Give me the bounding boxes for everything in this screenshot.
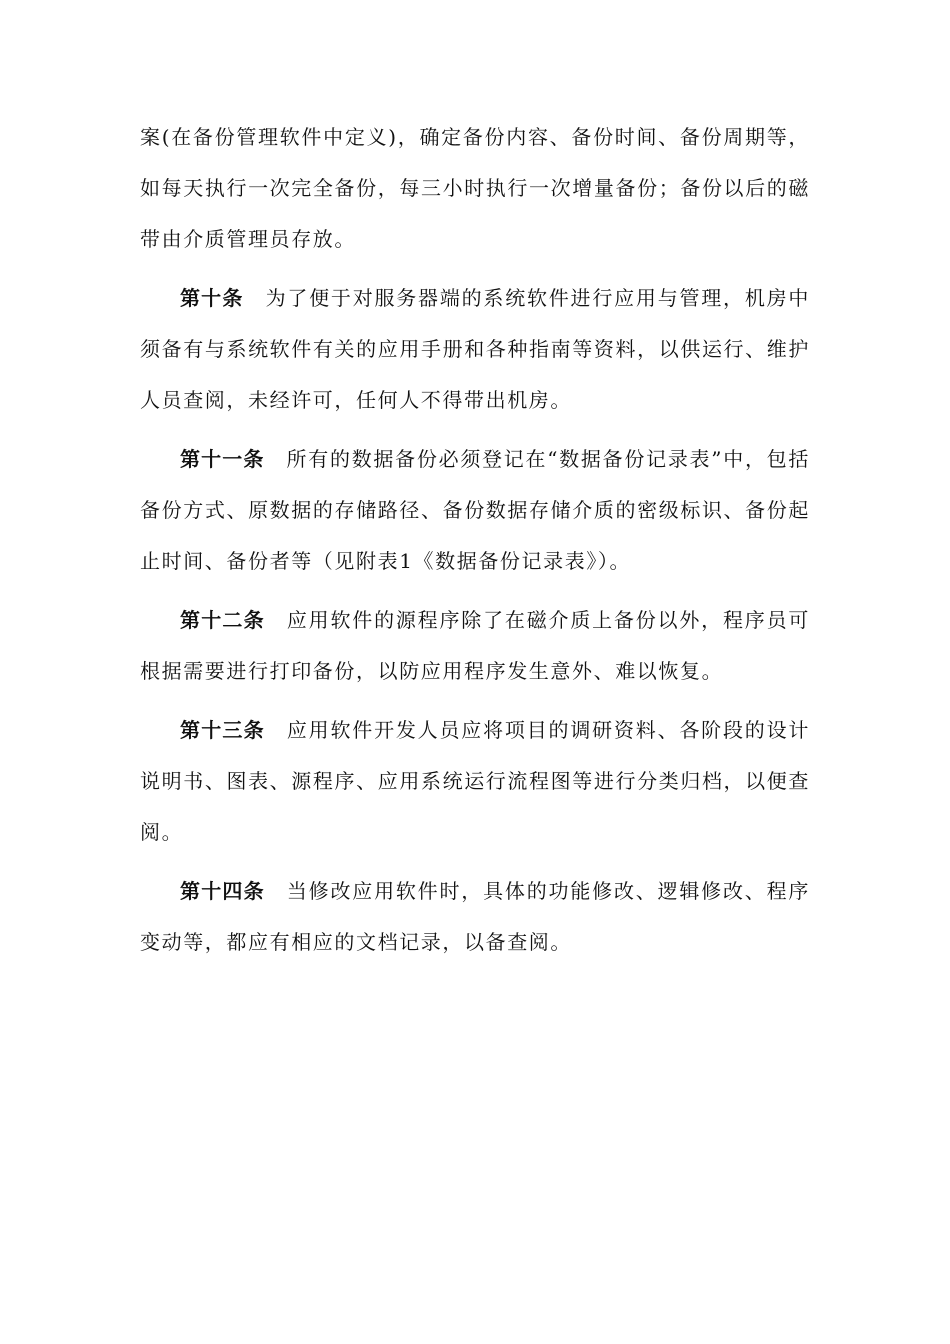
article-title: 第十四条 xyxy=(180,879,265,903)
article-title: 第十三条 xyxy=(180,718,265,742)
article-12 xyxy=(140,595,810,697)
continuation-paragraph: 案(在备份管理软件中定义)，确定备份内容、备份时间、备份周期等，如每天执行一次完全备份，每三小时执行一次增量备份；备份以后的磁带由介质管理员存放。 xyxy=(140,125,810,251)
article-title: 第十条 xyxy=(180,286,244,310)
article-title: 第十二条 xyxy=(180,608,265,632)
article-text: 所有的数据备份必须登记在“数据备份记录表”中，包括备份方式、原数据的存储路径、备份数据存储介质的密级标识、备份起止时间、备份者等（见附表1《数据备份记录表》）。 xyxy=(140,447,811,573)
article-10 xyxy=(140,273,810,426)
article-text: 当修改应用软件时，具体的功能修改、逻辑修改、程序变动等，都应有相应的文档记录，以备查阅。 xyxy=(140,879,811,954)
article-title: 第十一条 xyxy=(180,447,265,471)
article-11 xyxy=(140,434,810,587)
article-13 xyxy=(140,705,810,858)
article-text: 应用软件的源程序除了在磁介质上备份以外，程序员可根据需要进行打印备份，以防应用程序发生意外、难以恢复。 xyxy=(140,608,811,683)
document-page xyxy=(140,112,810,976)
article-text: 为了便于对服务器端的系统软件进行应用与管理，机房中须备有与系统软件有关的应用手册和各种指南等资料，以供运行、维护人员查阅，未经许可，任何人不得带出机房。 xyxy=(140,286,811,412)
article-text: 应用软件开发人员应将项目的调研资料、各阶段的设计说明书、图表、源程序、应用系统运行流程图等进行分类归档，以便查阅。 xyxy=(140,718,811,844)
article-14 xyxy=(140,866,810,968)
